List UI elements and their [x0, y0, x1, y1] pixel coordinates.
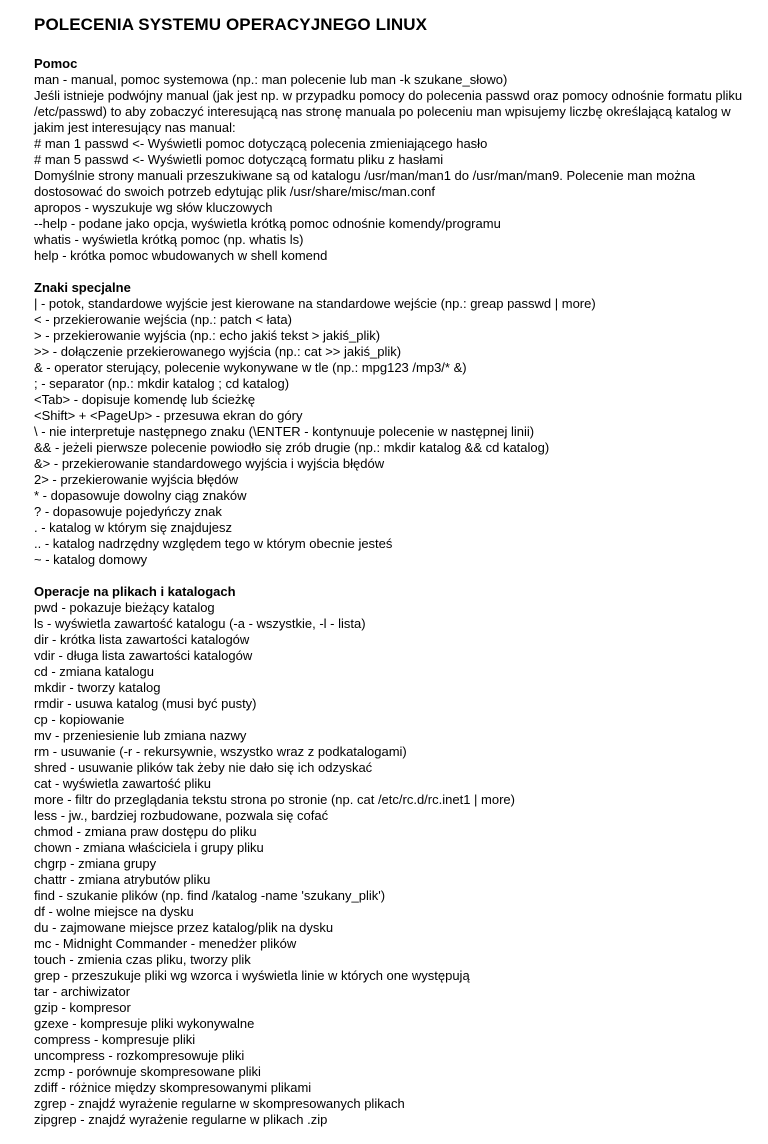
text-line: zcmp - porównuje skompresowane pliki: [34, 1064, 261, 1079]
text-line: mc - Midnight Commander - menedżer plików: [34, 936, 297, 951]
text-line: Domyślnie strony manuali przeszukiwane są od katalogu /usr/man/man1 do /usr/man/man9. Polecenie man można dostosować do swoich potrzeb edytując plik /usr/share/misc/man.conf: [34, 168, 699, 199]
section-heading: Operacje na plikach i katalogach: [34, 584, 236, 599]
text-line: more - filtr do przeglądania tekstu strona po stronie (np. cat /etc/rc.d/rc.inet1 | more): [34, 792, 515, 807]
text-line: dir - krótka lista zawartości katalogów: [34, 632, 250, 647]
text-line: && - jeżeli pierwsze polecenie powiodło się zrób drugie (np.: mkdir katalog && cd katalog): [34, 440, 550, 455]
text-line: less - jw., bardziej rozbudowane, pozwala się cofać: [34, 808, 329, 823]
text-line: # man 1 passwd <- Wyświetli pomoc dotyczącą polecenia zmieniającego hasło: [34, 136, 488, 151]
text-line: tar - archiwizator: [34, 984, 131, 999]
text-line: uncompress - rozkompresowuje pliki: [34, 1048, 245, 1063]
text-line: > - przekierowanie wyjścia (np.: echo jakiś tekst > jakiś_plik): [34, 328, 381, 343]
text-line: mkdir - tworzy katalog: [34, 680, 161, 695]
section-heading: Znaki specjalne: [34, 280, 131, 295]
text-line: du - zajmowane miejsce przez katalog/plik na dysku: [34, 920, 334, 935]
document-title: POLECENIA SYSTEMU OPERACYJNEGO LINUX: [34, 15, 428, 34]
section-heading: Pomoc: [34, 56, 78, 71]
text-line: touch - zmienia czas pliku, tworzy plik: [34, 952, 251, 967]
text-line: rm - usuwanie (-r - rekursywnie, wszystko wraz z podkatalogami): [34, 744, 407, 759]
text-line: zipgrep - znajdź wyrażenie regularne w plikach .zip: [34, 1112, 328, 1127]
text-line: cat - wyświetla zawartość pliku: [34, 776, 211, 791]
text-line: cd - zmiana katalogu: [34, 664, 154, 679]
text-line: zdiff - różnice między skompresowanymi plikami: [34, 1080, 312, 1095]
section-body: [34, 296, 754, 568]
text-line: cp - kopiowanie: [34, 712, 125, 727]
text-line: whatis - wyświetla krótką pomoc (np. whatis ls): [34, 232, 304, 247]
text-line: <Shift> + <PageUp> - przesuwa ekran do góry: [34, 408, 303, 423]
text-line: * - dopasowuje dowolny ciąg znaków: [34, 488, 247, 503]
text-line: . - katalog w którym się znajdujesz: [34, 520, 232, 535]
text-line: --help - podane jako opcja, wyświetla krótką pomoc odnośnie komendy/programu: [34, 216, 501, 231]
text-line: find - szukanie plików (np. find /katalog -name 'szukany_plik'): [34, 888, 386, 903]
text-line: zgrep - znajdź wyrażenie regularne w skompresowanych plikach: [34, 1096, 405, 1111]
section-operacje-na-plikach: [34, 584, 754, 1128]
text-line: \ - nie interpretuje następnego znaku (\ENTER - kontynuuje polecenie w następnej linii): [34, 424, 535, 439]
text-line: df - wolne miejsce na dysku: [34, 904, 194, 919]
text-line: shred - usuwanie plików tak żeby nie dało się ich odzyskać: [34, 760, 373, 775]
text-line: gzexe - kompresuje pliki wykonywalne: [34, 1016, 255, 1031]
text-line: # man 5 passwd <- Wyświetli pomoc dotyczącą formatu pliku z hasłami: [34, 152, 444, 167]
section-body: [34, 600, 754, 1128]
section-pomoc: [34, 56, 754, 264]
text-line: >> - dołączenie przekierowanego wyjścia (np.: cat >> jakiś_plik): [34, 344, 402, 359]
text-line: help - krótka pomoc wbudowanych w shell komend: [34, 248, 328, 263]
text-line: chattr - zmiana atrybutów pliku: [34, 872, 211, 887]
text-line: ; - separator (np.: mkdir katalog ; cd katalog): [34, 376, 290, 391]
text-line: mv - przeniesienie lub zmiana nazwy: [34, 728, 247, 743]
text-line: chmod - zmiana praw dostępu do pliku: [34, 824, 257, 839]
text-line: <Tab> - dopisuje komendę lub ścieżkę: [34, 392, 256, 407]
text-line: | - potok, standardowe wyjście jest kierowane na standardowe wejście (np.: greap passwd | more): [34, 296, 596, 311]
text-line: pwd - pokazuje bieżący katalog: [34, 600, 215, 615]
text-line: 2> - przekierowanie wyjścia błędów: [34, 472, 239, 487]
text-line: &> - przekierowanie standardowego wyjścia i wyjścia błędów: [34, 456, 385, 471]
text-line: man - manual, pomoc systemowa (np.: man polecenie lub man -k szukane_słowo): [34, 72, 508, 87]
text-line: compress - kompresuje pliki: [34, 1032, 196, 1047]
text-line: vdir - długa lista zawartości katalogów: [34, 648, 253, 663]
text-line: ? - dopasowuje pojedyńczy znak: [34, 504, 222, 519]
text-line: Jeśli istnieje podwójny manual (jak jest np. w przypadku pomocy do polecenia passwd oraz pomocy odnośnie formatu pliku /etc/passwd) to aby zobaczyć interesującą nas stronę manuala po poleceniu man wpisujemy liczbę określającą katalog w jakim jest interesujący nas manual:: [34, 88, 746, 135]
text-line: chown - zmiana właściciela i grupy pliku: [34, 840, 264, 855]
document-page: [34, 14, 754, 1144]
section-body: [34, 72, 754, 264]
text-line: grep - przeszukuje pliki wg wzorca i wyświetla linie w których one występują: [34, 968, 470, 983]
text-line: ~ - katalog domowy: [34, 552, 148, 567]
text-line: gzip - kompresor: [34, 1000, 131, 1015]
text-line: ls - wyświetla zawartość katalogu (-a - wszystkie, -l - lista): [34, 616, 366, 631]
text-line: & - operator sterujący, polecenie wykonywane w tle (np.: mpg123 /mp3/* &): [34, 360, 467, 375]
text-line: rmdir - usuwa katalog (musi być pusty): [34, 696, 257, 711]
text-line: chgrp - zmiana grupy: [34, 856, 157, 871]
text-line: apropos - wyszukuje wg słów kluczowych: [34, 200, 273, 215]
section-znaki-specjalne: [34, 280, 754, 568]
text-line: .. - katalog nadrzędny względem tego w którym obecnie jesteś: [34, 536, 393, 551]
text-line: < - przekierowanie wejścia (np.: patch < łata): [34, 312, 292, 327]
